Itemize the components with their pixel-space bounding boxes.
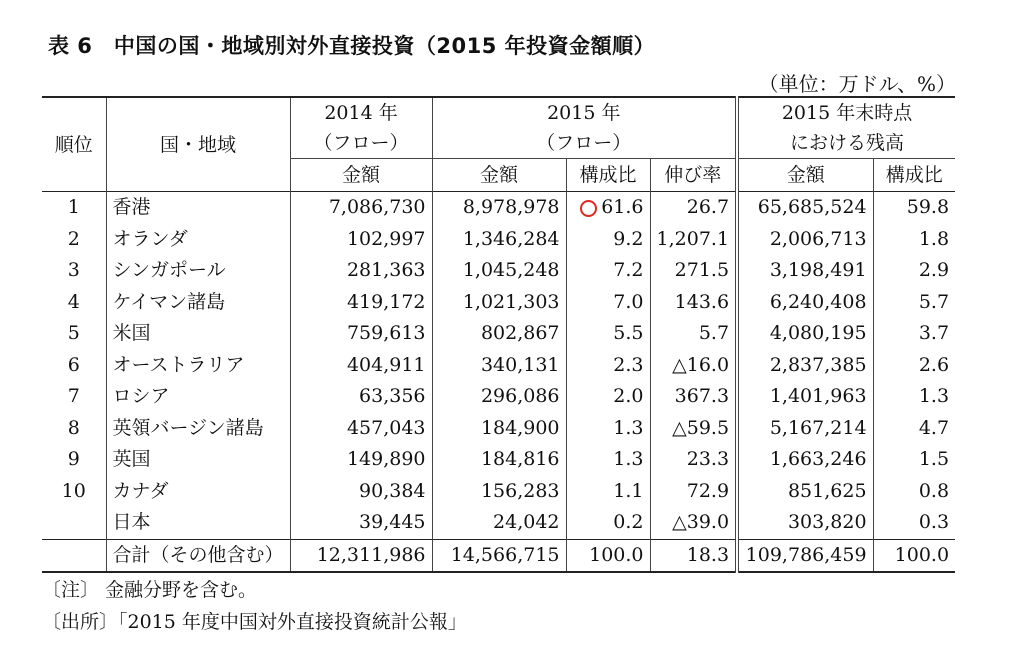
table-title: 表 6 中国の国・地域別対外直接投資（2015 年投資金額順） [48, 34, 656, 58]
cell-rank [42, 350, 106, 382]
cell-share [566, 413, 650, 445]
cell-value: 851,625 [787, 479, 867, 502]
cell-amt2014 [290, 444, 432, 476]
cell-share [566, 318, 650, 350]
cell-share [566, 444, 650, 476]
cell-value: 1,663,246 [769, 448, 867, 470]
cell-rank [42, 318, 106, 350]
cell-value: 1,207.1 [656, 227, 730, 250]
cell-growth [650, 444, 737, 476]
cell-value: 2 [67, 227, 80, 250]
cell-amt2015 [432, 381, 566, 413]
cell-amt2014 [290, 224, 432, 256]
cell-value: 6,240,408 [769, 290, 867, 313]
cell-bshare [873, 507, 955, 539]
cell-value: 156,283 [480, 479, 560, 502]
cell-value: 3,198,491 [769, 259, 867, 281]
cell-growth [650, 192, 737, 224]
cell-value: 1.3 [918, 385, 950, 407]
cell-amt2015 [432, 287, 566, 319]
cell-value: 457,043 [346, 416, 426, 439]
cell-value: 65,685,524 [757, 196, 867, 218]
cell-rank [42, 507, 106, 539]
cell-amt2015 [432, 224, 566, 256]
cell-value: 0.3 [918, 511, 950, 533]
cell-value: 39,445 [359, 511, 426, 533]
cell-amt2015 [432, 350, 566, 382]
cell-value: 303,820 [787, 511, 867, 533]
cell-bshare [873, 318, 955, 350]
cell-amt2015 [432, 476, 566, 508]
cell-balance [737, 507, 873, 539]
cell-country [106, 192, 290, 224]
header-2014-year: 2014 年 [290, 97, 432, 128]
table-row [42, 192, 955, 224]
cell-amt2015 [432, 192, 566, 224]
cell-country [106, 444, 290, 476]
total-balance: 109,786,459 [737, 539, 873, 572]
cell-value: 5,167,214 [769, 416, 867, 439]
cell-value: 149,890 [346, 448, 426, 470]
total-amt2015: 14,566,715 [432, 539, 566, 572]
cell-country [106, 224, 290, 256]
cell-rank [42, 381, 106, 413]
cell-value: 1.3 [613, 448, 644, 470]
cell-value: 5.7 [918, 290, 950, 313]
cell-value: 23.3 [686, 448, 730, 470]
cell-amt2015 [432, 255, 566, 287]
cell-value: 7,086,730 [328, 196, 426, 218]
total-amt2014: 12,311,986 [290, 539, 432, 572]
cell-rank [42, 192, 106, 224]
cell-value: △16.0 [672, 353, 730, 376]
cell-growth [650, 224, 737, 256]
cell-value: 5.5 [613, 322, 644, 344]
cell-value: 102,997 [346, 227, 426, 250]
cell-share [566, 192, 650, 224]
cell-bshare [873, 192, 955, 224]
cell-value: 2.6 [918, 353, 950, 376]
header-balance-line2: における残高 [737, 128, 955, 159]
cell-country [106, 350, 290, 382]
table-row [42, 318, 955, 350]
cell-amt2014 [290, 287, 432, 319]
cell-value: 281,363 [346, 259, 426, 281]
cell-value: 184,900 [480, 416, 560, 439]
cell-balance [737, 413, 873, 445]
cell-value: 5.7 [698, 322, 730, 344]
table-row-total [42, 539, 955, 572]
cell-value: 4.7 [918, 416, 950, 439]
cell-value: 59.8 [906, 196, 950, 218]
cell-balance [737, 287, 873, 319]
cell-value: 0.8 [918, 479, 950, 502]
table-row [42, 444, 955, 476]
cell-amt2015 [432, 413, 566, 445]
header-amount-balance: 金額 [737, 159, 873, 192]
cell-growth [650, 255, 737, 287]
cell-country [106, 476, 290, 508]
cell-share [566, 507, 650, 539]
cell-value: 184,816 [480, 448, 560, 470]
header-growth-2015: 伸び率 [650, 159, 737, 192]
cell-value: 2.9 [918, 259, 950, 281]
cell-amt2014 [290, 381, 432, 413]
header-amount-2015: 金額 [432, 159, 566, 192]
cell-balance [737, 255, 873, 287]
cell-amt2015 [432, 444, 566, 476]
cell-rank [42, 476, 106, 508]
cell-value: 0.2 [613, 511, 644, 533]
table-row [42, 350, 955, 382]
cell-country [106, 255, 290, 287]
cell-value: 英国 [112, 448, 151, 470]
cell-value: カナダ [112, 479, 169, 502]
cell-balance [737, 318, 873, 350]
total-growth: 18.3 [650, 539, 737, 572]
cell-balance [737, 476, 873, 508]
cell-amt2015 [432, 507, 566, 539]
cell-value: 7.0 [613, 290, 644, 313]
cell-growth [650, 476, 737, 508]
cell-value: 香港 [112, 196, 151, 218]
header-amount-2014: 金額 [290, 159, 432, 192]
cell-value: 340,131 [480, 353, 560, 376]
cell-amt2014 [290, 318, 432, 350]
cell-country [106, 413, 290, 445]
unit-label: （単位：万ドル、%） [758, 72, 956, 96]
cell-value: 4,080,195 [769, 322, 867, 344]
cell-amt2014 [290, 507, 432, 539]
cell-value: 419,172 [346, 290, 426, 313]
cell-value: 2,006,713 [769, 227, 867, 250]
cell-value: 3.7 [918, 322, 950, 344]
cell-value: 1 [67, 196, 80, 218]
cell-value: 72.9 [686, 479, 730, 502]
cell-bshare [873, 444, 955, 476]
cell-bshare [873, 255, 955, 287]
cell-value: 1,401,963 [769, 385, 867, 407]
cell-value: 367.3 [674, 385, 730, 407]
cell-value: 1.3 [613, 416, 644, 439]
cell-value: 802,867 [480, 322, 560, 344]
cell-value: 271.5 [674, 259, 730, 281]
header-share-balance: 構成比 [873, 159, 955, 192]
cell-value: 米国 [112, 322, 151, 344]
table-row [42, 255, 955, 287]
cell-value: 4 [67, 290, 80, 313]
cell-growth [650, 287, 737, 319]
red-circle-marker-icon [580, 200, 597, 217]
cell-value: 9 [67, 448, 80, 470]
total-rank-cell [42, 539, 106, 572]
cell-country [106, 318, 290, 350]
cell-value: 90,384 [359, 479, 426, 502]
table-row [42, 507, 955, 539]
cell-value: 10 [61, 479, 86, 502]
cell-value: 5 [67, 322, 80, 344]
cell-value: 1.1 [613, 479, 644, 502]
cell-bshare [873, 381, 955, 413]
cell-value: 6 [67, 353, 80, 376]
cell-value: シンガポール [112, 259, 226, 281]
cell-amt2014 [290, 192, 432, 224]
table-row [42, 381, 955, 413]
cell-growth [650, 507, 737, 539]
cell-value: 1.8 [918, 227, 950, 250]
header-2014-flow: （フロー） [290, 128, 432, 159]
cell-value: 404,911 [346, 353, 426, 376]
cell-value: 2.0 [613, 385, 644, 407]
header-2015-year: 2015 年 [432, 97, 737, 128]
cell-amt2014 [290, 476, 432, 508]
cell-value: ロシア [112, 385, 170, 407]
cell-growth [650, 318, 737, 350]
cell-value: 1,346,284 [462, 227, 560, 250]
cell-rank [42, 444, 106, 476]
cell-value: 2.3 [613, 353, 644, 376]
table-row [42, 224, 955, 256]
fdi-table [42, 96, 955, 573]
cell-balance [737, 381, 873, 413]
cell-value: 1.5 [918, 448, 950, 470]
cell-bshare [873, 287, 955, 319]
cell-value: 7.2 [613, 259, 644, 281]
cell-share [566, 255, 650, 287]
cell-balance [737, 224, 873, 256]
cell-country [106, 381, 290, 413]
cell-value: ケイマン諸島 [112, 290, 226, 313]
cell-share [566, 287, 650, 319]
cell-value: 26.7 [686, 196, 730, 218]
cell-share [566, 350, 650, 382]
cell-value: 8 [67, 416, 80, 439]
cell-value: 2,837,385 [769, 353, 867, 376]
cell-balance [737, 350, 873, 382]
cell-value: 759,613 [346, 322, 426, 344]
table-row [42, 287, 955, 319]
cell-amt2014 [290, 255, 432, 287]
cell-amt2014 [290, 413, 432, 445]
cell-growth [650, 381, 737, 413]
cell-share [566, 224, 650, 256]
cell-value: 英領バージン諸島 [112, 416, 264, 439]
cell-value: 8,978,978 [462, 196, 560, 218]
cell-value: 3 [67, 259, 80, 281]
cell-share [566, 381, 650, 413]
cell-share [566, 476, 650, 508]
total-share: 100.0 [566, 539, 650, 572]
cell-value: 61.6 [601, 196, 644, 218]
cell-value: △39.0 [672, 511, 730, 533]
header-country: 国・地域 [106, 97, 290, 192]
cell-country [106, 507, 290, 539]
cell-rank [42, 413, 106, 445]
cell-amt2014 [290, 350, 432, 382]
cell-balance [737, 192, 873, 224]
cell-bshare [873, 350, 955, 382]
cell-bshare [873, 413, 955, 445]
cell-value: 9.2 [613, 227, 644, 250]
table-row [42, 476, 955, 508]
header-rank: 順位 [54, 133, 93, 156]
cell-balance [737, 444, 873, 476]
table-row [42, 413, 955, 445]
header-2015-flow: （フロー） [432, 128, 737, 159]
cell-value: 1,045,248 [462, 259, 560, 281]
total-bshare: 100.0 [873, 539, 955, 572]
cell-value: 1,021,303 [462, 290, 560, 313]
cell-country [106, 287, 290, 319]
cell-value: 143.6 [674, 290, 730, 313]
header-share-2015: 構成比 [566, 159, 650, 192]
cell-value: 63,356 [359, 385, 426, 407]
header-balance-line1: 2015 年末時点 [737, 97, 955, 128]
total-label: 合計（その他含む） [106, 539, 290, 572]
cell-bshare [873, 224, 955, 256]
cell-rank [42, 224, 106, 256]
cell-value: 296,086 [480, 385, 560, 407]
notes [42, 574, 467, 638]
cell-value: オランダ [112, 227, 188, 250]
cell-amt2015 [432, 318, 566, 350]
cell-rank [42, 255, 106, 287]
cell-growth [650, 413, 737, 445]
cell-value: 24,042 [493, 511, 560, 533]
source-text: 〔出所〕「2015 年度中国対外直接投資統計公報」 [42, 611, 467, 633]
cell-value: △59.5 [672, 416, 730, 439]
note-text: 〔注〕 金融分野を含む。 [42, 579, 258, 601]
cell-value: オーストラリア [112, 353, 245, 376]
cell-value: 日本 [112, 511, 151, 533]
cell-growth [650, 350, 737, 382]
cell-bshare [873, 476, 955, 508]
cell-value: 7 [67, 385, 80, 407]
cell-rank [42, 287, 106, 319]
